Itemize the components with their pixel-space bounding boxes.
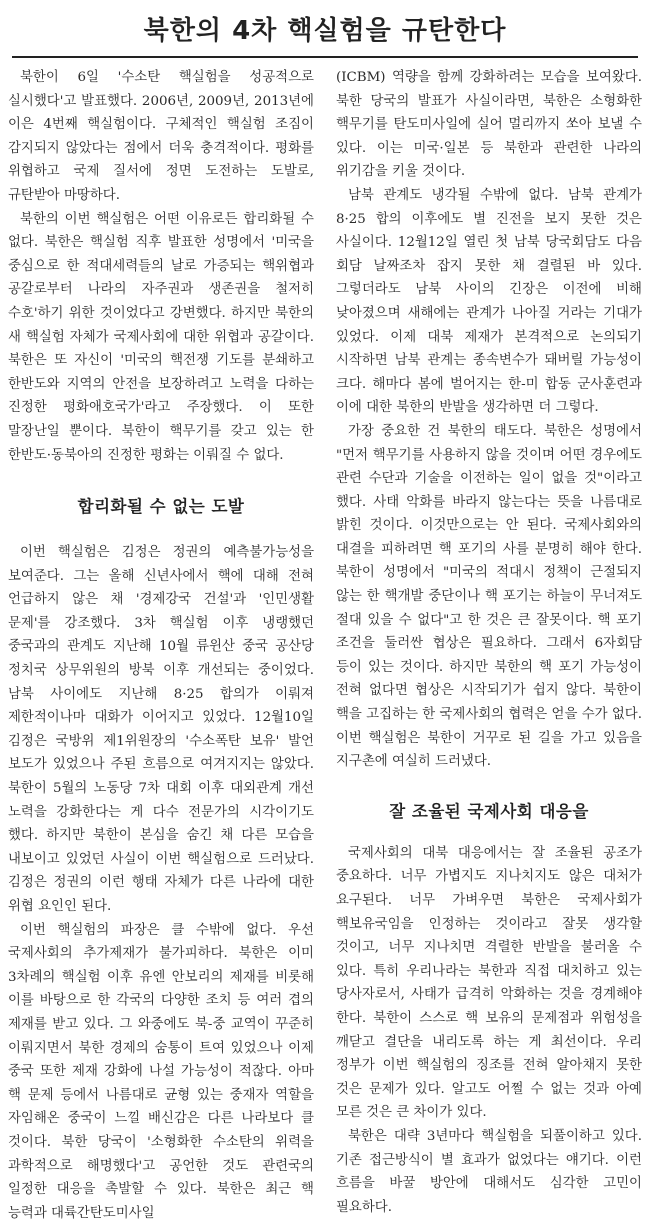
body-paragraph: (ICBM) 역량을 함께 강화하려는 모습을 보여왔다. 북한 당국의 발표가 사실이라면, 북한은 소형화한 핵무기를 탄도미사일에 실어 멀리까지 쏘아 보낼 수 있다. 이는 미국·일본 등 북한과 관련한 나라의 위기감을 키울 것이다. [336,70,642,180]
section-subhead: 합리화될 수 없는 도발 [77,497,245,517]
article-columns [8,58,642,1225]
section-subhead: 잘 조율된 국제사회 대응을 [389,801,589,821]
left-column [8,66,314,1225]
body-paragraph: 북한이 6일 '수소탄 핵실험을 성공적으로 실시했다'고 발표했다. 2006년, 2009년, 2013년에 이은 4번째 핵실험이다. 구체적인 핵실험 조짐이 감지되지 않았다는 점에서 더욱 충격적이다. 평화를 위협하고 국제 질서에 정면 도전하는 도발로, 규탄받아 마땅하다. [8,70,314,203]
body-paragraph: 이번 핵실험은 김정은 정권의 예측불가능성을 보여준다. 그는 올해 신년사에서 핵에 대해 전혀 언급하지 않은 채 '경제강국 건설'과 '인민생활 문제'를 강조했다. 3차 핵실험 이후 냉랭했던 중국과의 관계도 지난해 10월 류윈산 중국 공산당 정치국 상무위원의 방북 이후 개선되는 중이었다. 남북 사이에도 지난해 8·25 합의가 이뤄져 제한적이나마 대화가 이어지고 있었다. 12월10일 김정은 국방위 제1위원장의 '수소폭탄 보유' 발언 보도가 있었으나 주된 흐름으로 여겨지지는 않았다. 북한이 5월의 노동당 7차 대회 이후 대외관계 개선 노력을 강화한다는 게 다수 전문가의 시각이기도 했다. 하지만 북한이 본심을 숨긴 채 다른 모습을 내보이고 있었던 사실이 이번 핵실험으로 드러났다. 김정은 정권의 이런 행태 자체가 다른 나라에 대한 위협 요인인 된다. [8,545,314,914]
right-column [336,66,642,1225]
body-paragraph: 북한의 이번 핵실험은 어떤 이유로든 합리화될 수 없다. 북한은 핵실험 직후 발표한 성명에서 '미국을 중심으로 한 적대세력들의 날로 가증되는 핵위협과 공갈로부터 나라의 자주권과 생존권을 철저히 수호'하기 위한 것이었다고 강변했다. 하지만 북한의 새 핵실험 자체가 국제사회에 대한 위협과 공갈이다. 북한은 또 자신이 '미국의 핵전쟁 기도를 분쇄하고 한반도와 지역의 안전을 보장하려고 노력을 다하는 진정한 평화애호국가'라고 주장했다. 이 또한 말장난일 뿐이다. 북한이 핵무기를 갖고 있는 한 한반도·동북아의 진정한 평화는 이뤄질 수 없다. [8,211,314,463]
body-paragraph: 이번 핵실험의 파장은 클 수밖에 없다. 우선 국제사회의 추가제재가 불가피하다. 북한은 이미 3차례의 핵실험 이후 유엔 안보리의 제재를 비롯해 이를 바탕으로 한 각국의 다양한 조치 등 여러 겹의 제재를 받고 있다. 그 와중에도 북-중 교역이 꾸준히 이뤄지면서 북한 경제의 숨통이 트여 있었으나 이제 중국 또한 제재 강화에 나설 가능성이 적잖다. 아마 핵 문제 등에서 나름대로 균형 있는 중재자 역할을 자임해온 중국이 느낄 배신감은 다른 나라보다 클 것이다. 북한 당국이 '소형화한 수소탄의 위력을 과학적으로 해명했다'고 공언한 것도 관련국의 일정한 대응을 촉발할 수 있다. 북한은 최근 핵 능력과 대륙간탄도미사일 [8,922,314,1221]
body-paragraph: 가장 중요한 건 북한의 태도다. 북한은 성명에서 "먼저 핵무기를 사용하지 않을 것이며 어떤 경우에도 관련 수단과 기술을 이전하는 일이 없을 것"이라고 했다. 사태 악화를 바라지 않는다는 뜻을 나름대로 밝힌 것이다. 이것만으로는 안 된다. 국제사회와의 대결을 피하려면 핵 포기의 사를 분명히 해야 한다. 북한이 성명에서 "미국의 적대시 정책이 근절되지 않는 한 핵개발 중단이나 핵 포기는 하늘이 무너져도 절대 있을 수 없다"고 한 것은 큰 잘못이다. 핵 포기 조건을 둘러싼 협상은 필요하다. 그래서 6자회담 등이 있는 것이다. 하지만 북한의 핵 포기 가능성이 전혀 없다면 협상은 시작되기가 쉽지 않다. 북한이 핵을 고집하는 한 국제사회의 협력은 얻을 수가 없다. 이번 핵실험은 북한이 거꾸로 된 길을 가고 있음을 지구촌에 여실히 드러냈다. [336,423,642,770]
body-paragraph: 국제사회의 대북 대응에서는 잘 조율된 공조가 중요하다. 너무 가볍지도 지나치지도 않은 대처가 요구된다. 너무 가벼우면 북한은 국제사회가 핵보유국임을 인정하는 것이라고 잘못 생각할 것이고, 너무 지나치면 격렬한 반발을 불러올 수 있다. 특히 우리나라는 북한과 직접 대치하고 있는 당사자로서, 사태가 급격히 악화하는 것을 경계해야 한다. 북한이 스스로 핵 보유의 문제점과 위험성을 깨닫고 결단을 내리도록 하는 게 최선이다. 우리 정부가 이번 핵실험의 징조를 전혀 알아채지 못한 것은 문제가 있다. 알고도 어쩔 수 없는 것과 아예 모른 것은 큰 차이가 있다. [336,845,642,1121]
body-paragraph: 북한은 대략 3년마다 핵실험을 되풀이하고 있다. 기존 접근방식이 별 효과가 없었다는 얘기다. 이런 흐름을 바꿀 방안에 대해서도 심각한 고민이 필요하다. [336,1128,642,1215]
body-paragraph: 남북 관계도 냉각될 수밖에 없다. 남북 관계가 8·25 합의 이후에도 별 진전을 보지 못한 것은 사실이다. 12월12일 열린 첫 남북 당국회담도 다음 회담 날짜조차 잡지 못한 채 결렬된 바 있다. 그렇더라도 남북 사이의 긴장은 이전에 비해 낮아졌으며 새해에는 관계가 나아질 거라는 기대가 있었다. 이제 대북 제재가 본격적으로 논의되기 시작하면 남북 관계는 종속변수가 돼버릴 가능성이 크다. 해마다 봄에 벌어지는 한-미 합동 군사훈련과 이에 대한 북한의 반발을 생각하면 더 그렇다. [336,187,642,416]
article-headline: 북한의 4차 핵실험을 규탄한다 [12,0,638,58]
